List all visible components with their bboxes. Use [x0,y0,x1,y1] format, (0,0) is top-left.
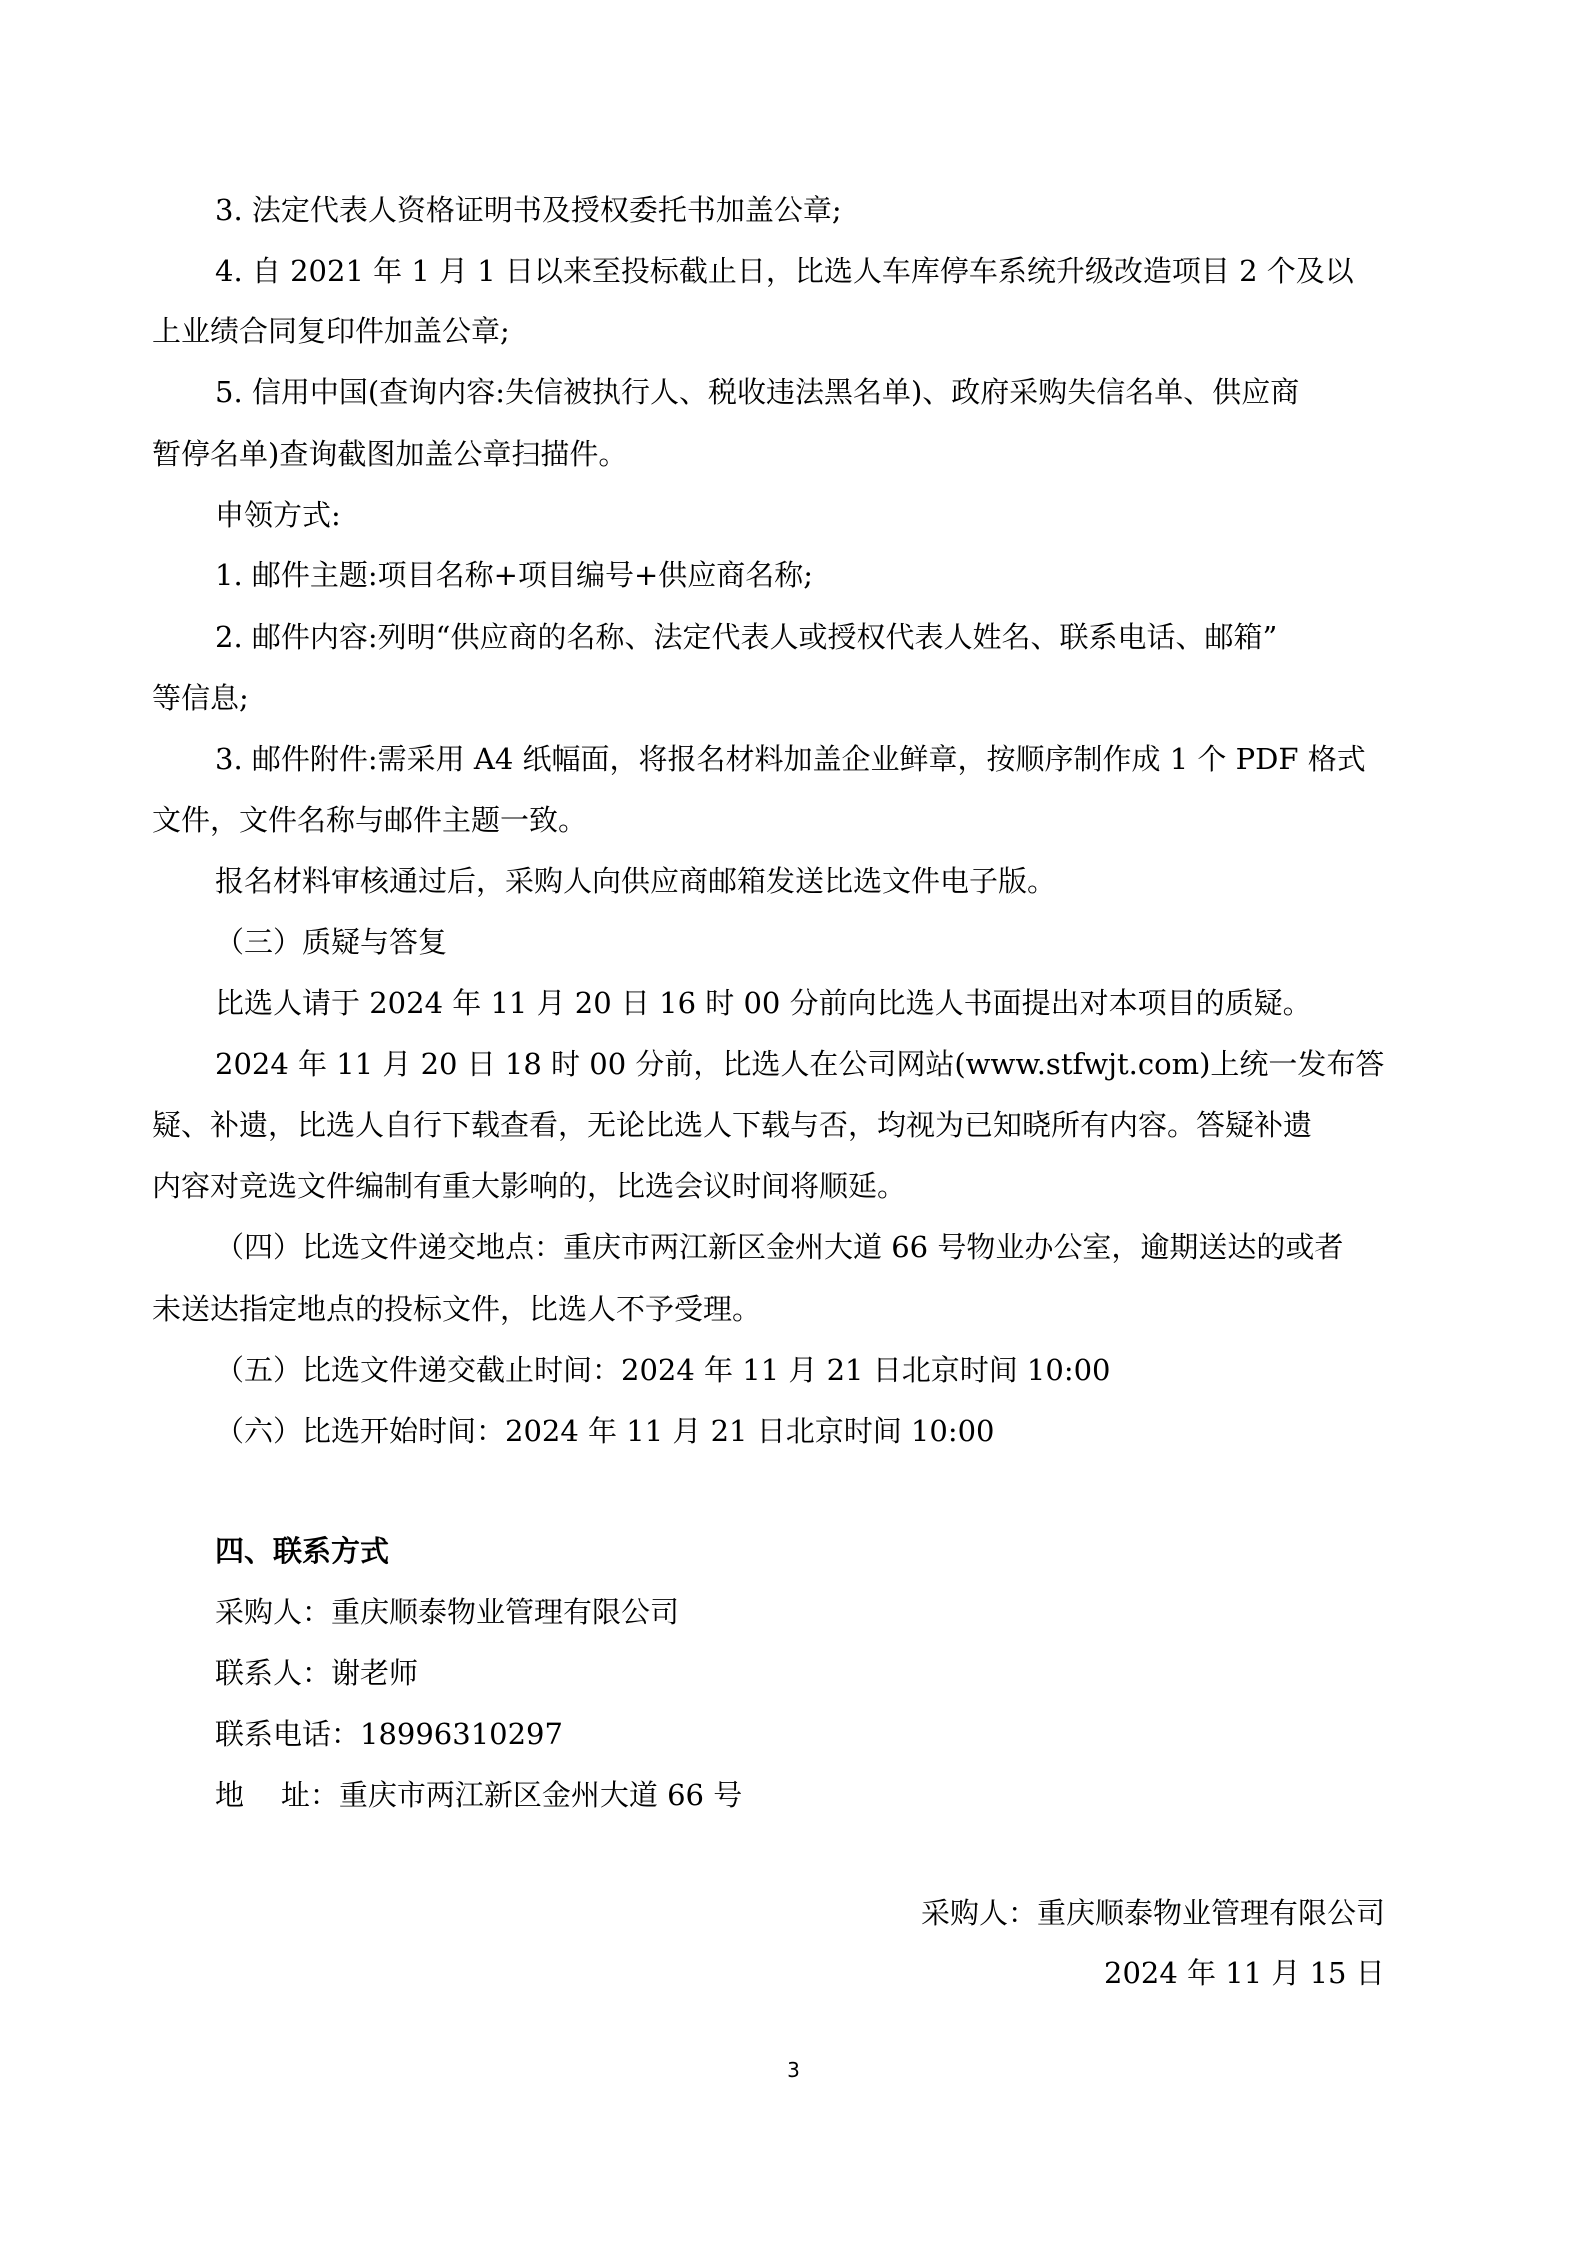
qa-paragraph-2-line-2: 疑、补遗，比选人自行下载查看，无论比选人下载与否，均视为已知晓所有内容。答疑补遗 [152,1108,1313,1142]
qa-paragraph-1: 比选人请于 2024 年 11 月 20 日 16 时 00 分前向比选人书面提出对本项目的质疑。 [215,986,1312,1020]
delivery-deadline: （五）比选文件递交截止时间：2024 年 11 月 21 日北京时间 10:00 [215,1353,1111,1387]
requirement-item-5-line-1: 5. 信用中国(查询内容:失信被执行人、税收违法黑名单)、政府采购失信名单、供应商 [215,375,1300,409]
requirement-item-4-line-1: 4. 自 2021 年 1 月 1 日以来至投标截止日，比选人车库停车系统升级改造项目 2 个及以 [215,254,1354,288]
application-item-2-line-2: 等信息; [152,681,249,715]
signature-date: 2024 年 11 月 15 日 [1104,1956,1385,1990]
application-item-2-line-1: 2. 邮件内容:列明“供应商的名称、法定代表人或授权代表人姓名、联系电话、邮箱” [215,620,1278,654]
requirement-item-3: 3. 法定代表人资格证明书及授权委托书加盖公章; [215,193,842,227]
application-item-3-line-1: 3. 邮件附件:需采用 A4 纸幅面，将报名材料加盖企业鲜章，按顺序制作成 1 个 PDF 格式 [215,742,1366,776]
application-item-3-line-2: 文件，文件名称与邮件主题一致。 [152,803,588,837]
application-item-1: 1. 邮件主题:项目名称+项目编号+供应商名称; [215,558,814,592]
signature-organization: 采购人：重庆顺泰物业管理有限公司 [921,1896,1386,1930]
selection-start-time: （六）比选开始时间：2024 年 11 月 21 日北京时间 10:00 [215,1414,995,1448]
qa-paragraph-2-line-3: 内容对竞选文件编制有重大影响的，比选会议时间将顺延。 [152,1169,907,1203]
contact-person: 联系人：谢老师 [215,1656,419,1690]
requirement-item-4-line-2: 上业绩合同复印件加盖公章; [152,314,510,348]
qa-heading: （三）质疑与答复 [215,925,448,959]
application-heading: 申领方式: [215,498,341,532]
contact-phone: 联系电话：18996310297 [215,1717,563,1751]
requirement-item-5-line-2: 暂停名单)查询截图加盖公章扫描件。 [152,437,628,471]
qa-paragraph-2-line-1: 2024 年 11 月 20 日 18 时 00 分前，比选人在公司网站(www.stfwjt.com)上统一发布答 [215,1047,1385,1081]
delivery-location-line-1: （四）比选文件递交地点：重庆市两江新区金州大道 66 号物业办公室，逾期送达的或者 [215,1230,1344,1264]
contact-address [215,1775,742,1815]
contact-address-value: 重庆市两江新区金州大道 66 号 [338,1778,743,1812]
contact-address-label: 地 址： [215,1778,339,1812]
contact-purchaser: 采购人：重庆顺泰物业管理有限公司 [215,1595,680,1629]
page-number: 3 [787,2058,800,2082]
delivery-location-line-2: 未送达指定地点的投标文件，比选人不予受理。 [152,1292,762,1326]
application-after-review: 报名材料审核通过后，采购人向供应商邮箱发送比选文件电子版。 [215,864,1057,898]
contact-heading: 四、联系方式 [215,1534,390,1568]
